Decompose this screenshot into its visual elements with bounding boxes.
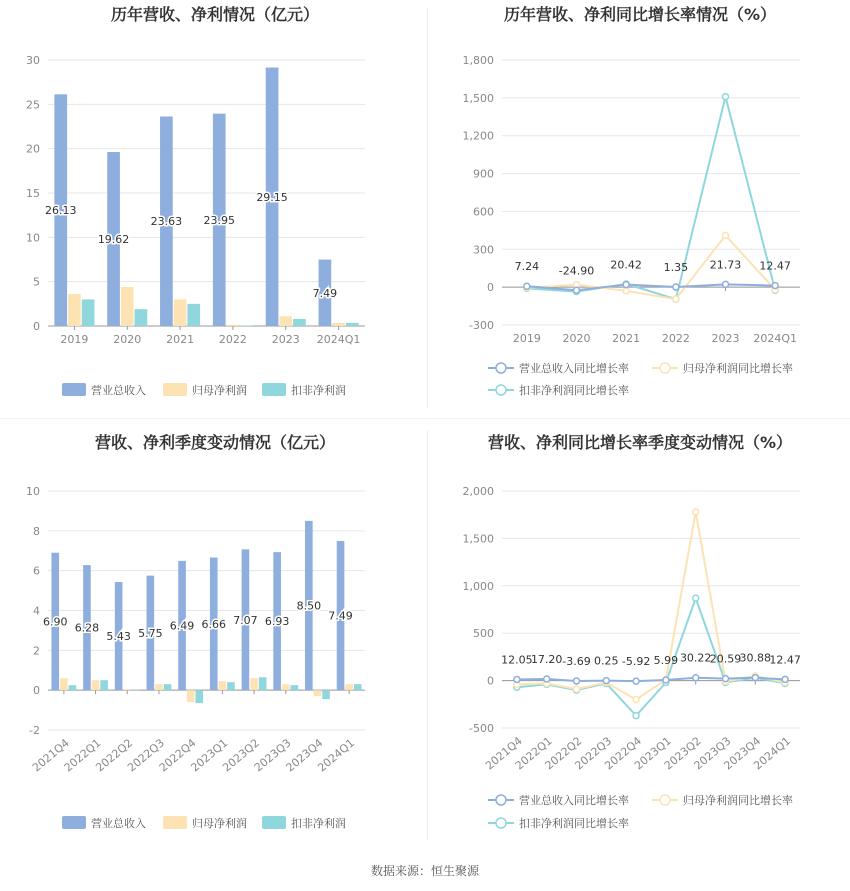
y-tick-label: 500 — [473, 627, 494, 641]
bar-net-profit — [68, 294, 81, 326]
bar-net-profit — [227, 325, 240, 326]
bar-net-profit — [250, 678, 258, 690]
bar-net-profit — [92, 680, 100, 690]
panel-divider — [427, 8, 428, 408]
x-tick-label: 2023 — [271, 333, 300, 346]
y-tick-label: 900 — [473, 167, 494, 181]
x-tick-label: 2022 — [661, 332, 690, 345]
line-point — [663, 677, 669, 683]
bar-deducted-profit — [69, 685, 77, 690]
legend-swatch — [62, 816, 86, 829]
legend-label: 扣非净利润 — [291, 817, 346, 830]
bar-net-profit — [155, 684, 163, 690]
line-point — [673, 296, 679, 302]
line-point — [693, 595, 699, 601]
legend-marker — [660, 795, 670, 805]
y-tick-label: 0 — [33, 684, 40, 698]
bar-deducted-profit — [322, 690, 330, 699]
data-label: 30.88 — [739, 651, 772, 665]
data-label: 6.66 — [201, 617, 226, 631]
y-tick-label: 4 — [33, 604, 40, 618]
x-tick-label: 2019 — [60, 333, 89, 346]
y-tick-label: -500 — [469, 722, 494, 735]
bar-deducted-profit — [259, 677, 267, 690]
bar-deducted-profit — [227, 682, 235, 690]
chart-title: 历年营收、净利同比增长率情况（%） — [503, 5, 777, 24]
bar-deducted-profit — [195, 690, 203, 703]
legend-marker — [496, 385, 506, 395]
data-label: 23.63 — [150, 215, 183, 229]
chart-panel-1 — [26, 5, 365, 397]
data-label: 5.99 — [653, 654, 679, 668]
bar-deducted-profit — [100, 680, 108, 690]
legend-marker — [496, 795, 506, 805]
bar-net-profit — [279, 316, 292, 326]
panel-divider — [427, 430, 428, 840]
data-label: 7.49 — [312, 286, 338, 300]
line-point — [633, 678, 639, 684]
x-tick-label: 2023Q2 — [220, 736, 262, 775]
legend-label: 营业总收入同比增长率 — [519, 362, 629, 375]
y-tick-label: 0 — [487, 674, 494, 688]
data-label: 30.22 — [679, 651, 712, 665]
y-tick-label: 5 — [33, 275, 40, 289]
legend-label: 归母净利润 — [192, 817, 247, 830]
bar-deducted-profit — [135, 309, 148, 326]
bar-deducted-profit — [164, 684, 172, 690]
line-point — [574, 287, 580, 293]
data-label: 5.43 — [106, 630, 131, 644]
data-label: -3.69 — [562, 654, 591, 668]
line-point — [723, 232, 729, 238]
line-point — [752, 675, 758, 681]
data-label: 6.49 — [169, 619, 195, 633]
legend-label: 归母净利润 — [192, 384, 247, 397]
legend-label: 扣非净利润同比增长率 — [519, 817, 629, 830]
x-tick-label: 2022Q3 — [125, 736, 167, 775]
y-tick-label: 20 — [26, 142, 40, 156]
data-label: 26.13 — [44, 204, 77, 218]
chart-title: 营收、净利季度变动情况（亿元） — [94, 433, 336, 452]
bar-net-profit — [187, 690, 195, 702]
x-tick-label: 2022Q4 — [602, 734, 645, 773]
legend-swatch — [262, 816, 286, 829]
line-point — [603, 678, 609, 684]
legend-label: 归母净利润同比增长率 — [683, 794, 793, 807]
bar-net-profit — [60, 678, 68, 690]
x-tick-label: 2020 — [562, 332, 591, 345]
line-point — [574, 678, 580, 684]
data-label: 12.05 — [501, 653, 533, 667]
y-tick-label: 0 — [33, 320, 40, 333]
data-label: -24.90 — [558, 264, 595, 278]
x-tick-label: 2023Q4 — [721, 734, 764, 773]
x-tick-label: 2020 — [113, 333, 142, 346]
line-point — [574, 686, 580, 692]
y-tick-label: 10 — [26, 231, 40, 245]
y-tick-label: 25 — [26, 98, 40, 112]
x-tick-label: 2023Q3 — [251, 736, 294, 775]
y-tick-label: 1,000 — [462, 579, 494, 593]
y-tick-label: 30 — [26, 54, 40, 67]
data-label: 8.50 — [296, 599, 322, 613]
data-label: 7.49 — [328, 609, 353, 623]
line-point — [633, 713, 639, 719]
y-tick-label: 2,000 — [462, 485, 494, 498]
line-point — [723, 676, 729, 682]
data-label: 21.73 — [709, 258, 742, 272]
x-tick-label: 2022Q2 — [542, 734, 585, 773]
bar-net-profit — [282, 684, 290, 690]
data-label: 20.59 — [709, 652, 742, 666]
chart-panel-2 — [463, 5, 801, 397]
data-label: 17.20 — [530, 652, 563, 666]
y-tick-label: 2 — [33, 644, 40, 658]
x-tick-label: 2023Q1 — [188, 736, 231, 775]
line-point — [524, 283, 530, 289]
x-tick-label: 2023Q1 — [632, 734, 674, 773]
x-tick-label: 2024Q1 — [316, 333, 361, 346]
line-point — [693, 509, 699, 515]
data-label: 7.07 — [233, 613, 258, 627]
legend-marker — [496, 818, 506, 828]
data-label: 6.90 — [42, 615, 68, 629]
legend-swatch — [262, 383, 286, 396]
legend-swatch — [163, 816, 187, 829]
y-tick-label: 300 — [473, 243, 494, 257]
data-label: 6.28 — [74, 621, 100, 635]
bar-deducted-profit — [354, 684, 362, 690]
x-tick-label: 2024Q1 — [315, 736, 358, 775]
x-tick-label: 2022Q4 — [156, 736, 199, 775]
y-tick-label: 0 — [487, 281, 494, 295]
y-tick-label: 1,500 — [462, 91, 494, 105]
data-label: 12.47 — [759, 259, 791, 273]
line-point — [673, 284, 679, 290]
bar-deducted-profit — [346, 323, 359, 326]
data-label: 12.47 — [769, 653, 801, 667]
chart-title: 历年营收、净利情况（亿元） — [110, 5, 320, 24]
legend-swatch — [62, 383, 86, 396]
x-tick-label: 2021 — [612, 332, 641, 345]
data-label: 6.93 — [264, 615, 290, 629]
y-tick-label: 600 — [473, 205, 494, 219]
legend-label: 营业总收入 — [91, 817, 146, 830]
line-point — [623, 288, 629, 294]
y-tick-label: 1,800 — [462, 54, 494, 67]
legend-label: 扣非净利润 — [291, 384, 346, 397]
bar-net-profit — [332, 323, 345, 326]
y-tick-label: 1,200 — [462, 129, 494, 143]
legend-label: 营业总收入 — [91, 384, 146, 397]
legend-swatch — [163, 383, 187, 396]
x-tick-label: 2022Q1 — [512, 734, 555, 773]
x-tick-label: 2022Q3 — [572, 734, 615, 773]
bar-net-profit — [219, 681, 227, 690]
line-net-profit-growth — [517, 512, 785, 700]
line-point — [693, 675, 699, 681]
legend-marker — [660, 363, 670, 373]
data-label: 29.15 — [256, 190, 288, 204]
chart-title: 营收、净利同比增长率季度变动情况（%） — [487, 433, 793, 452]
bar-deducted-profit — [82, 299, 95, 326]
y-tick-label: 6 — [33, 564, 40, 578]
line-point — [723, 281, 729, 287]
bar-deducted-profit — [132, 690, 140, 691]
data-label: 5.75 — [138, 626, 163, 640]
legend-label: 扣非净利润同比增长率 — [519, 384, 629, 397]
data-label: 20.42 — [610, 258, 642, 272]
x-tick-label: 2023Q4 — [283, 736, 326, 775]
source-note: 数据来源：恒生聚源 — [370, 864, 480, 878]
data-label: 7.24 — [514, 260, 540, 274]
bar-deducted-profit — [291, 685, 299, 690]
legend-marker — [496, 363, 506, 373]
y-tick-label: 8 — [33, 524, 40, 538]
chart-panel-3 — [26, 433, 365, 830]
x-tick-label: 2023 — [711, 332, 740, 345]
line-point — [782, 676, 788, 682]
line-point — [544, 676, 550, 682]
line-point — [772, 283, 778, 289]
x-tick-label: 2023Q3 — [691, 734, 734, 773]
y-tick-label: -2 — [29, 724, 40, 737]
chart-panel-4 — [463, 433, 801, 830]
data-label: 19.62 — [97, 233, 130, 247]
legend-label: 归母净利润同比增长率 — [683, 362, 793, 375]
x-tick-label: 2021Q4 — [29, 736, 72, 775]
panel-divider — [0, 418, 850, 419]
y-tick-label: 1,500 — [462, 532, 494, 546]
bar-net-profit — [121, 287, 134, 326]
bar-deducted-profit — [187, 304, 200, 326]
data-label: 1.35 — [663, 260, 689, 274]
x-tick-label: 2021Q4 — [483, 734, 525, 773]
y-tick-label: -300 — [469, 319, 494, 332]
legend-label: 营业总收入同比增长率 — [519, 794, 629, 807]
data-label: 23.95 — [203, 213, 235, 227]
x-tick-label: 2019 — [512, 332, 541, 345]
line-point — [623, 282, 629, 288]
data-label: -5.92 — [621, 655, 651, 669]
x-tick-label: 2024Q1 — [753, 332, 797, 345]
y-tick-label: 15 — [26, 187, 40, 200]
y-tick-label: 10 — [26, 485, 40, 498]
x-tick-label: 2023Q2 — [661, 734, 704, 773]
x-tick-label: 2022 — [218, 333, 247, 346]
x-tick-label: 2022Q2 — [93, 736, 136, 775]
bar-deducted-profit — [240, 326, 253, 327]
bar-net-profit — [174, 299, 187, 326]
x-tick-label: 2024Q1 — [751, 734, 794, 773]
x-tick-label: 2021 — [166, 333, 195, 346]
line-point — [514, 676, 520, 682]
bar-net-profit — [314, 690, 322, 696]
bar-net-profit — [345, 684, 353, 690]
bar-deducted-profit — [293, 319, 306, 326]
line-point — [723, 94, 729, 100]
x-tick-label: 2022Q1 — [61, 736, 104, 775]
line-point — [633, 697, 639, 703]
data-label: 0.25 — [594, 654, 619, 668]
bar-net-profit — [123, 689, 131, 690]
